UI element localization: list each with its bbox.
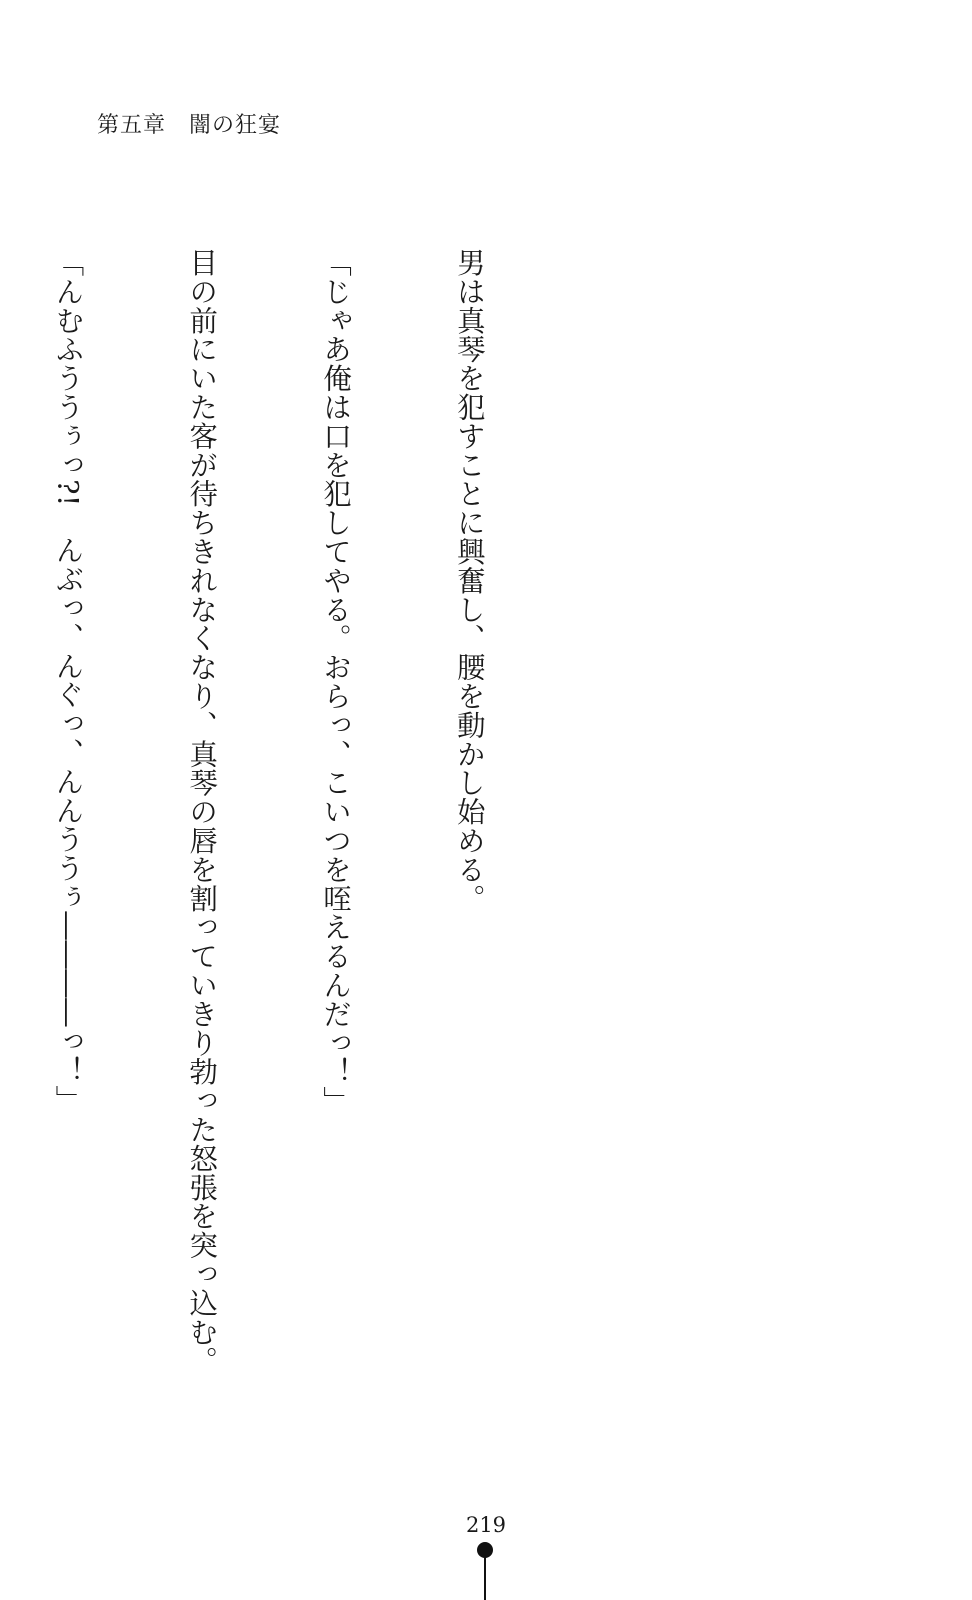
text-line: 目の前にいた客が待ちきれなくなり、真琴の唇を割っていきり勃った怒張を突っ込む。: [185, 248, 219, 1376]
text-line: 「んむふううぅっ?! んぶっ、んぐっ、んんううぅ――――っ！」: [51, 248, 85, 1114]
novel-body-text: [0, 248, 580, 1376]
page-marker-stem: [484, 1556, 486, 1600]
page-number: 219: [465, 1513, 507, 1537]
chapter-header: 第五章 闇の狂宴: [97, 113, 282, 138]
text-line: 「じゃあ俺は口を犯してやる。おらっ、こいつを咥えるんだっ！」: [319, 248, 353, 1115]
text-line: 男は真琴を犯すことに興奮し、腰を動かし始める。: [452, 248, 486, 913]
